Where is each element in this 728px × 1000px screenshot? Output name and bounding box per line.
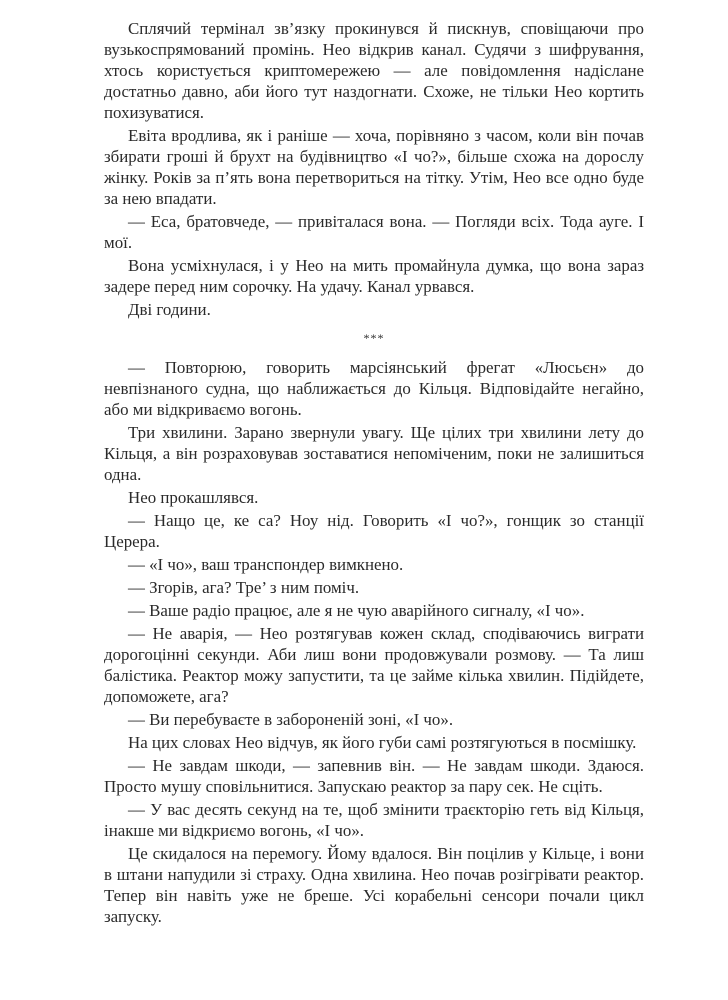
- paragraph: Сплячий термінал зв’язку прокинувся й пискнув, сповіщаючи про вузькоспрямований промінь. Нео відкрив канал. Судячи з шифрування, хтось користується криптомережею — але повідомлення надіслане достатньо давно, аби його тут наздогнати. Схоже, не тільки Нео кортить похизуватися.: [104, 19, 644, 122]
- paragraph: — Ви перебуваєте в забороненій зоні, «І чо».: [128, 710, 454, 729]
- paragraph: — Не завдам шкоди, — запевнив він. — Не завдам шкоди. Здаюся. Просто мушу сповільнитися. Запускаю реактор за пару сек. Не сціть.: [104, 756, 644, 796]
- paragraph: Нео прокашлявся.: [128, 488, 259, 507]
- paragraph: Евіта вродлива, як і раніше — хоча, порівняно з часом, коли він почав збирати гроші й брухт на будівництво «І чо?», більше схожа на дорослу жінку. Років за п’ять вона перетвориться на тітку. Утім, Нео все одно буде за нею впадати.: [104, 126, 644, 208]
- section-separator: ***: [363, 331, 385, 345]
- paragraph: — Еса, братовчеде, — привіталася вона. — Погляди всіх. Тода ауге. І мої.: [104, 212, 644, 252]
- page-text: [104, 18, 644, 929]
- paragraph: Це скидалося на перемогу. Йому вдалося. Він поцілив у Кільце, і вони в штани напудили зі страху. Одна хвилина. Нео почав розігрівати реактор. Тепер він навіть уже не бреше. Усі корабельні сенсори почали цикл запуску.: [104, 844, 644, 926]
- paragraph: На цих словах Нео відчув, як його губи самі розтягуються в посмішку.: [128, 733, 637, 752]
- paragraph: — Ваше радіо працює, але я не чую аварійного сигналу, «І чо».: [128, 601, 585, 620]
- paragraph: — Повторюю, говорить марсіянський фрегат «Люсьєн» до невпізнаного судна, що наближається до Кільця. Відповідайте негайно, або ми відкриваємо вогонь.: [104, 358, 644, 419]
- paragraph: — У вас десять секунд на те, щоб змінити траєкторію геть від Кільця, інакше ми відкриємо вогонь, «І чо».: [104, 800, 644, 840]
- paragraph: Дві години.: [128, 300, 211, 319]
- paragraph: — Не аварія, — Нео розтягував кожен склад, сподіваючись виграти дорогоцінні секунди. Аби лиш вони продовжували розмову. — Та лиш балістика. Реактор можу запустити, та це займе кілька хвилин. Підійдете, допоможете, ага?: [104, 624, 644, 706]
- paragraph: — Нащо це, ке са? Ноу нід. Говорить «І чо?», гонщик зо станції Церера.: [104, 511, 644, 551]
- paragraph: — Згорів, ага? Тре’ з ним поміч.: [128, 578, 360, 597]
- paragraph: — «І чо», ваш транспондер вимкнено.: [128, 555, 404, 574]
- paragraph: Вона усміхнулася, і у Нео на мить промайнула думка, що вона зараз задере перед ним сорочку. На удачу. Канал урвався.: [104, 256, 644, 296]
- paragraph: Три хвилини. Зарано звернули увагу. Ще цілих три хвилини лету до Кільця, а він розраховував зоставатися непоміченим, поки не залишиться одна.: [104, 423, 644, 484]
